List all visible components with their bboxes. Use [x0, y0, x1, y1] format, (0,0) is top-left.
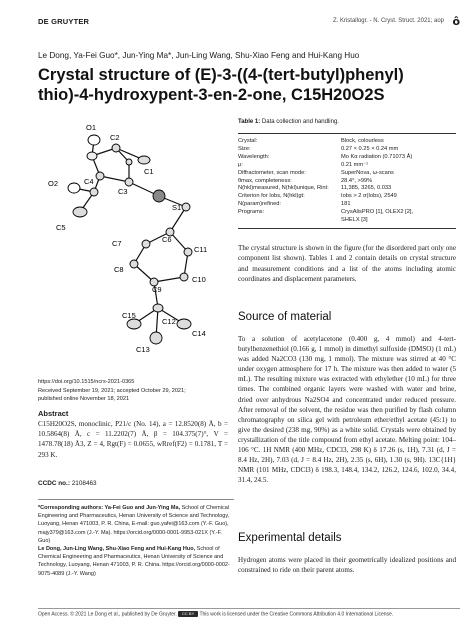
open-access-note: Open Access. © 2021 Le Dong et al., published by De Gruyter. [38, 611, 177, 618]
page-header [38, 17, 460, 29]
table-key: Diffractometer, scan mode: [238, 169, 306, 176]
atom-label: O2 [48, 179, 59, 188]
received-dates: Received September 19, 2021; accepted October 29, 2021; [38, 387, 186, 394]
data-collection-table [238, 133, 456, 229]
atom-label: C5 [56, 223, 66, 232]
table-row [238, 185, 456, 193]
table-caption [238, 119, 339, 125]
atom-label: C7 [112, 239, 122, 248]
table-row [238, 201, 456, 209]
atom-label: C3 [118, 187, 128, 196]
table-row [238, 217, 456, 225]
open-access-icon: ô [452, 15, 460, 28]
atom-label: C13 [136, 345, 150, 354]
correspondence-1 [38, 504, 234, 545]
table-key: Criterion for Iobs, N(hkl)gt: [238, 193, 305, 200]
atom-label: C2 [110, 133, 120, 142]
table-row [238, 170, 456, 178]
atom-label: C1 [144, 167, 154, 176]
atom-label: C15 [122, 311, 136, 320]
doi-block [38, 378, 228, 404]
article-title: Crystal structure of (E)-3-((4-(tert-butyl)phenyl) thio)-4-hydroxypent-3-en-2-one, C15H20O2S [38, 66, 404, 104]
section-heading-source: Source of material [238, 311, 332, 323]
table-value: 0.27 × 0.25 × 0.24 mm [341, 145, 399, 152]
table-value: Block, colourless [341, 138, 384, 144]
other-authors: Le Dong, Jun-Ling Wang, Shu-Xiao Feng and Hui-Kang Huo, [38, 546, 196, 553]
atom-label: C4 [84, 177, 94, 186]
atom-label: C8 [114, 265, 124, 274]
table-key: N(param)refined: [238, 201, 281, 208]
table-value: 11,385, 3265, 0.033 [341, 185, 392, 192]
journal-reference: Z. Kristallogr. - N. Cryst. Struct. 2021; aop [332, 18, 444, 24]
corresponding-authors: *Corresponding authors: Ya-Fei Guo and Jun-Ying Ma, [38, 505, 181, 511]
table-row [238, 178, 456, 186]
atom-label: C10 [192, 275, 206, 284]
license-footer [38, 608, 460, 618]
table-value: CrysAlisPRO [1], OLEX2 [2], [341, 209, 414, 216]
table-key [238, 217, 341, 225]
molecular-structure-figure [34, 112, 230, 374]
body-paragraph-experimental: Hydrogen atoms were placed in their geometrically idealized positions and constrained to ride on their parent atoms. [238, 556, 456, 575]
table-key: μ: [238, 161, 243, 168]
table-value: 28.4°, >99% [341, 177, 373, 184]
publisher-name: DE GRUYTER [38, 17, 90, 26]
atom-label: S1 [172, 203, 182, 212]
table-key: N(hkl)measured, N(hkl)unique, Rint: [238, 185, 329, 192]
ortep-diagram [34, 112, 230, 374]
table-value: Mo Kα radiation (0.71073 Å) [341, 153, 413, 160]
table-key: Wavelength: [238, 153, 270, 160]
atom-label: C14 [192, 329, 206, 338]
table-title: Data collection and handling. [260, 119, 339, 125]
corresponding-affiliation: School of Chemical Engineering and Pharmaceutics, Henan University of Science and Technology, Luoyang, Henan 471003, P. R. China, E-mail: guo.yafei@163.com (Y.-F. Guo), majy379@163.com (J.-Y. Ma). https://orcid.org/0000-0001-9953-021X (Y.-F. Guo) [38, 505, 230, 544]
body-paragraph-source: To a solution of acetylacetone (0.400 g, 4 mmol) and 4-tert-butylbenzenethiol (0.166 g, 1 mmol) in dimethyl sulfoxide (DMSO) (1 mL) was added Na2CO3 (130 mg, 1 mmol). The mixture was stirred at 40 °C under oxygen atmosphere for 17 h. The mixture was then added to water (5 mL). The resulting mixture was extracted with ethylether (10 mL) for three times. The combined organic layers were washed with water and brine, dried over anhydrous Na2SO4 and concentrated under reduced pressure. After removal of the solvent, the residue was then purified by flash column chromatography on silica gel with petroleum ether/ethyl acetate (45:1) to give the desired (238 mg, 90%) as a white solid. Crystals were obtained by crystallization of the title compound from ethyl acetate. Melting point: 104–106 °C. 1H NMR (400 MHz, CDCl3, 298 K) δ 17.26 (s, 1H), 7.31 (d, J = 8.4 Hz, 2H), 7.03 (d, J = 8.4 Hz, 2H), 2.35 (s, 6H), 1.30 (s, 9H). 13C{1H} NMR (101 MHz, CDCl3) δ 198.3, 148.4, 134.2, 126.2, 124.6, 102.0, 34.4, 31.4, 24.5. [238, 335, 456, 485]
table-key: Size: [238, 145, 251, 152]
license-text: This work is licensed under the Creative Commons Attribution 4.0 International License. [199, 611, 394, 618]
abstract-heading: Abstract [38, 409, 69, 418]
doi-link[interactable]: https://doi.org/10.1515/ncrs-2021-0365 [38, 379, 135, 385]
correspondence-2 [38, 545, 234, 578]
table-value: SHELX [3] [341, 217, 368, 224]
table-row [238, 138, 456, 146]
table-row [238, 154, 456, 162]
cc-by-badge-icon: CC BY [178, 611, 198, 617]
ccdc-label: CCDC no.: [38, 480, 70, 487]
table-key: Crystal: [238, 138, 258, 144]
atom-label: C9 [152, 285, 162, 294]
body-paragraph-intro: The crystal structure is shown in the figure (for the disordered part only one component list shown). Tables 1 and 2 contain details on crystal structure and measurement conditions and a list of the atoms including atomic coordinates and displacement parameters. [238, 244, 456, 284]
table-key: θmax, completeness: [238, 177, 292, 184]
ccdc-value: 2108463 [71, 480, 97, 487]
section-heading-experimental: Experimental details [238, 532, 342, 544]
table-value: Iobs > 2 σ(Iobs), 2549 [341, 193, 397, 200]
table-value: SuperNova, ω-scans [341, 169, 394, 176]
author-list: Le Dong, Ya-Fei Guo*, Jun-Ying Ma*, Jun-Ling Wang, Shu-Xiao Feng and Hui-Kang Huo [38, 51, 360, 60]
ccdc-number [38, 480, 97, 487]
table-row [238, 193, 456, 201]
table-label: Table 1: [238, 119, 261, 125]
published-date: published online November 18, 2021 [38, 396, 130, 403]
other-affiliation: School of Chemical Engineering and Pharmaceutics, Henan University of Science and Technology, Luoyang, Henan 471003, P. R. China. https://orcid.org/0000-0002-9075-4089 (J.-Y. Wang) [38, 546, 230, 577]
table-value: 181 [341, 201, 351, 208]
table-value: 0.21 mm⁻¹ [341, 161, 369, 168]
atom-label: O1 [86, 123, 97, 132]
table-row [238, 146, 456, 154]
table-row [238, 209, 456, 217]
correspondence-block [38, 499, 234, 578]
table-row [238, 162, 456, 170]
table-key: Programs: [238, 209, 265, 216]
abstract-text: C15H20O2S, monoclinic, P21/c (No. 14), a = 12.8520(8) Å, b = 10.5864(8) Å, c = 11.2202(7) Å, β = 104.375(7)°, V = 1478.78(18) Å3, Z = 4, Rgt(F) = 0.0655, wRref(F2) = 0.1781, T = 293 K. [38, 420, 228, 459]
atom-label: C6 [162, 235, 172, 244]
atom-label: C11 [194, 245, 208, 254]
atom-label: C12 [162, 317, 176, 326]
